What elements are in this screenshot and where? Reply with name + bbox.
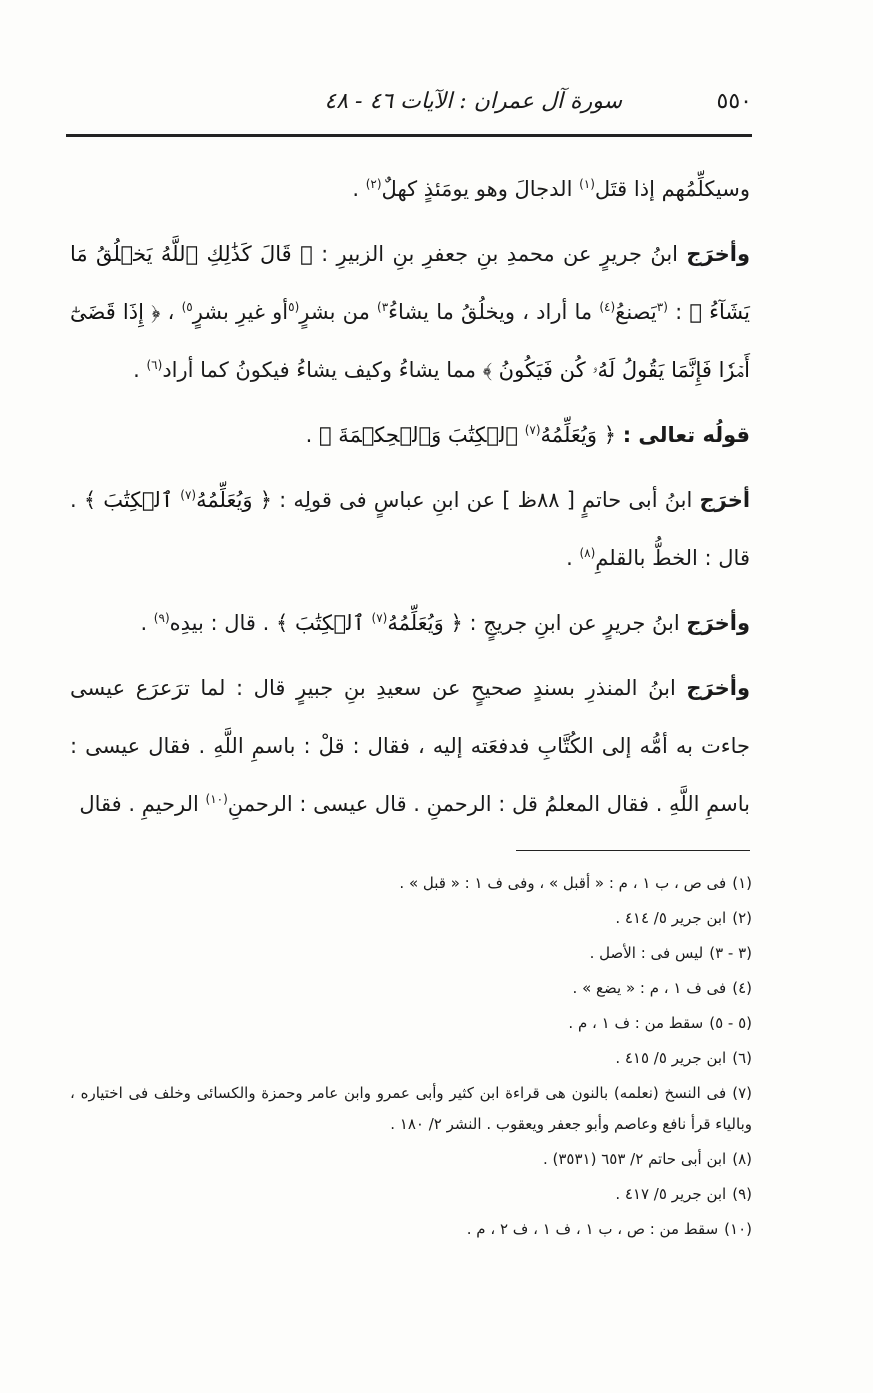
page-number: ٥٥٠: [716, 89, 752, 114]
running-title: سورة آل عمران : الآيات ٤٦ - ٤٨: [324, 89, 622, 114]
footnote-ref: (٩): [153, 611, 170, 625]
text-run: الرحيمِ . فقال: [79, 792, 206, 816]
body-paragraph: [70, 406, 750, 464]
footnote: [70, 1043, 752, 1074]
main-text: [70, 160, 750, 840]
footnote-number: (٢): [732, 909, 752, 927]
footnote-text: ابن أبى حاتم ٢/ ٦٥٣ (٣٥٣١) .: [542, 1150, 727, 1168]
text-run: ابنُ جريرٍ عن محمدِ بنِ جعفرِ بنِ الزبيرِ :: [312, 242, 687, 266]
text-run: ابنُ أبى حاتمٍ [ ٨٨ظ ] عن ابنِ عباسٍ فى قولِه :: [272, 488, 700, 512]
footnote-number: (٥ - ٥): [709, 1014, 752, 1032]
footnote-number: (١): [732, 874, 752, 892]
text-run: يَصنعُ: [615, 300, 657, 324]
footnote-text: سقط من : ص ، ب ١ ، ف ١ ، ف ٢ ، م .: [466, 1220, 719, 1238]
footnote: [70, 1144, 752, 1175]
body-paragraph: [70, 160, 750, 218]
footnote: [70, 1078, 752, 1140]
body-paragraph: [70, 594, 750, 652]
footnote-ref: (٢): [365, 177, 382, 191]
text-run: ابنُ جريرٍ عن ابنِ جريجٍ :: [462, 611, 687, 635]
text-run: ابنُ المنذرِ بسندٍ صحيحٍ عن سعيدِ بنِ جبيرٍ قال : لما ترَعرَع عيسى جاءت به أمُّه إلى الكُتَّابِ فدفعَته إليه ، فقال : قلْ : باسمِ اللَّهِ . فقال عيسى : باسمِ اللَّهِ . فقال المعلمُ قل : الرحمنِ . قال عيسى : الرحمنِ: [70, 676, 750, 816]
text-run: .: [352, 177, 366, 201]
footnote-ref: (٧): [524, 423, 541, 437]
quran-quote: ٱلۡكِتَٰبَ ﴾: [275, 611, 372, 635]
footnote-separator: [516, 850, 750, 851]
quran-quote: ﴿ وَيُعَلِّمُهُ: [196, 488, 273, 512]
footnote: [70, 973, 752, 1004]
footnote-number: (٧): [732, 1084, 752, 1102]
footnote-ref: ٣): [377, 300, 389, 314]
text-run: .: [140, 611, 154, 635]
footnote: [70, 868, 752, 899]
footnote-text: فى النسخ (نعلمه) بالنون هى قراءة ابن كثير وأبى عمرو وابن عامر وحمزة والكسائى وخلف فى اختياره ، وبالياء قرأ نافع وعاصم وأبو جعفر ويعقوب . النشر ٢/ ١٨٠ .: [70, 1084, 752, 1133]
quran-quote: ﴿ إِذَا قَضَىٰٓ أَمۡرٗا فَإِنَّمَا يَقُولُ لَهُۥ كُن فَيَكُونُ ﴾: [70, 300, 750, 382]
text-run: مما يشاءُ وكيف يشاءُ فيكونُ كما أراد: [162, 358, 483, 382]
text-run: .: [566, 546, 580, 570]
footnote-ref: (٦): [146, 358, 163, 372]
text-run: وسيكلِّمُهم إذا قتَل: [594, 177, 750, 201]
footnote: [70, 903, 752, 934]
footnote-text: فى ص ، ب ١ ، م : « أقبل » ، وفى ف ١ : « قبل » .: [399, 874, 727, 892]
footnote-ref: ٥): [181, 300, 193, 314]
footnote-ref: (٥: [288, 300, 300, 314]
quran-quote: ﴿ وَيُعَلِّمُهُ: [540, 423, 616, 447]
header-rule: [66, 134, 752, 137]
text-run: من بشرٍ: [299, 300, 378, 324]
body-paragraph: [70, 471, 750, 587]
footnote-ref: (١): [579, 177, 595, 191]
footnote-number: (٩): [732, 1185, 752, 1203]
footnotes: [70, 868, 752, 1249]
footnote-ref: (٤): [599, 300, 616, 314]
footnote-text: ابن جرير ٥/ ٤١٤ .: [615, 909, 727, 927]
quran-quote: ٱلۡكِتَٰبَ وَٱلۡحِكۡمَةَ ﴾: [319, 423, 525, 447]
quran-quote: ٱلۡكِتَٰبَ ﴾: [83, 488, 181, 512]
running-header: [66, 84, 752, 124]
text-run: .: [305, 423, 320, 447]
text-run: [616, 423, 623, 447]
footnote-number: (٨): [732, 1150, 752, 1168]
footnote-text: ابن جرير ٥/ ٤١٧ .: [615, 1185, 727, 1203]
text-run: أو غيرِ بشرٍ: [192, 300, 289, 324]
footnote: [70, 1008, 752, 1039]
lead-word: أخرَج: [699, 488, 751, 512]
text-run: . قال : بيدِه: [169, 611, 276, 635]
quran-quote: ﴿ قَالَ كَذَٰلِكِ ٱللَّهُ يَخۡلُقُ مَا يَشَآءُ ﴾: [70, 242, 750, 324]
lead-word: وأخرَج: [686, 611, 750, 635]
footnote-ref: (٣: [656, 300, 668, 314]
footnote: [70, 938, 752, 969]
footnote-text: سقط من : ف ١ ، م .: [568, 1014, 704, 1032]
footnote-number: (١٠): [724, 1220, 752, 1238]
footnote-text: ابن جرير ٥/ ٤١٥ .: [615, 1049, 727, 1067]
lead-word: قولُه تعالى :: [622, 423, 750, 447]
footnote-text: فى ف ١ ، م : « يضع » .: [572, 979, 727, 997]
text-run: ما أراد ، ويخلُقُ ما يشاءُ: [388, 300, 600, 324]
footnote: [70, 1179, 752, 1210]
text-run: .: [133, 358, 147, 382]
footnote-number: (٤): [732, 979, 752, 997]
footnote-number: (٦): [732, 1049, 752, 1067]
footnote-text: ليس فى : الأصل .: [589, 944, 704, 962]
text-run: :: [667, 300, 690, 324]
lead-word: وأخرَج: [686, 242, 750, 266]
footnote: [70, 1214, 752, 1245]
quran-quote: ﴿ وَيُعَلِّمُهُ: [387, 611, 463, 635]
footnote-ref: (١٠): [205, 792, 228, 806]
text-run: . قال : الخطُّ بالقلمِ: [70, 488, 750, 570]
body-paragraph: [70, 225, 750, 399]
footnote-ref: (٧): [371, 611, 388, 625]
text-run: الدجالَ وهو يومَئذٍ كهلٌ: [381, 177, 580, 201]
footnote-ref: (٧): [180, 488, 197, 502]
lead-word: وأخرَج: [686, 676, 750, 700]
footnote-number: (٣ - ٣): [709, 944, 752, 962]
text-run: ،: [160, 300, 182, 324]
body-paragraph: [70, 659, 750, 833]
footnote-ref: (٨): [579, 546, 596, 560]
